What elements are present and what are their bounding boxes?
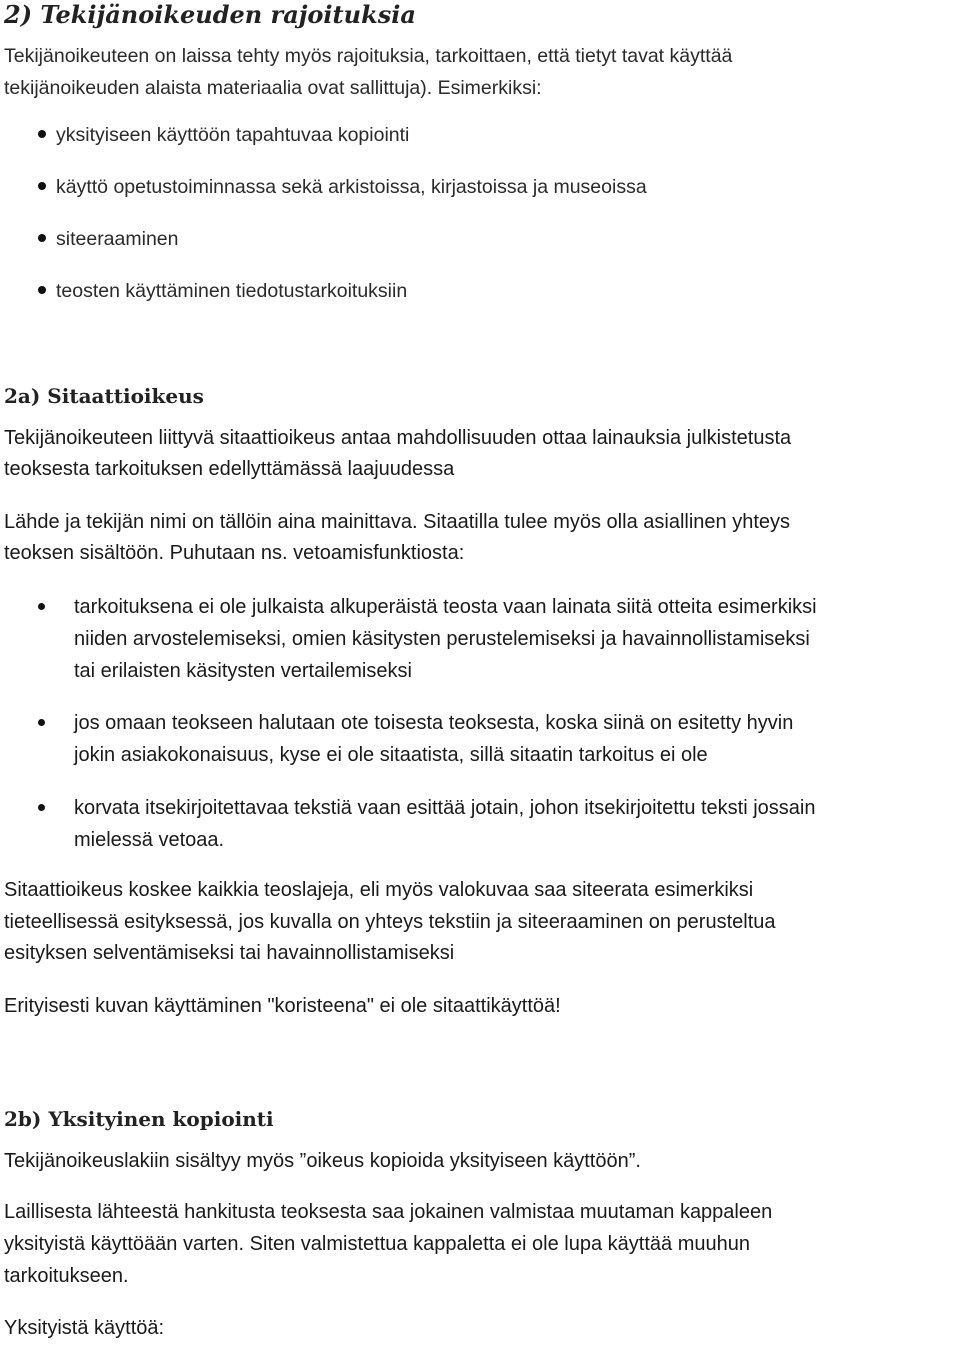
list-item-text: yksityiseen käyttöön tapahtuvaa kopiointi — [56, 124, 410, 146]
bullet-icon — [38, 234, 46, 242]
section-2a-p1-line-2: teoksesta tarkoituksen edellyttämässä laajuudessa — [4, 458, 455, 480]
bullet-icon — [38, 719, 45, 726]
section-2a-p2-line-1: Lähde ja tekijän nimi on tällöin aina mainittava. Sitaatilla tulee myös olla asiallinen yhteys — [4, 511, 790, 533]
list-item-line: niiden arvostelemiseksi, omien käsitysten perustelemiseksi ja havainnollistamiseksi — [74, 628, 810, 650]
section-2b-p2-line-2: yksityistä käyttöään varten. Siten valmistettua kappaletta ei ole lupa käyttää muuhun — [4, 1233, 750, 1255]
section-2b-p2-line-1: Laillisesta lähteestä hankitusta teoksesta saa jokainen valmistaa muutaman kappaleen — [4, 1201, 773, 1223]
bullet-icon — [38, 286, 46, 294]
list-item-line: korvata itsekirjoitettavaa tekstiä vaan esittää jotain, johon itsekirjoitettu teksti jossain — [74, 797, 816, 819]
section-2b-p2-line-3: tarkoitukseen. — [4, 1265, 129, 1287]
list-item-line: tarkoituksena ei ole julkaista alkuperäistä teosta vaan lainata siitä otteita esimerkiksi — [74, 596, 817, 618]
list-item-text: käyttö opetustoiminnassa sekä arkistoissa, kirjastoissa ja museoissa — [56, 176, 647, 198]
section-2a-p4: Erityisesti kuvan käyttäminen "koristeena" ei ole sitaattikäyttöä! — [4, 995, 561, 1017]
section-2-intro-line-2: tekijänoikeuden alaista materiaalia ovat sallittuja). Esimerkiksi: — [4, 77, 542, 99]
list-item-line: mielessä vetoaa. — [74, 829, 225, 851]
section-2-heading: 2) Tekijänoikeuden rajoituksia — [4, 0, 416, 29]
section-2b-p1: Tekijänoikeuslakiin sisältyy myös ”oikeus kopioida yksityiseen käyttöön”. — [4, 1150, 641, 1172]
section-2a-p1-line-1: Tekijänoikeuteen liittyvä sitaattioikeus antaa mahdollisuuden ottaa lainauksia julkistetusta — [4, 427, 792, 449]
list-item-line: tai erilaisten käsitysten vertailemiseksi — [74, 660, 412, 682]
section-2b-heading: 2b) Yksityinen kopiointi — [4, 1107, 274, 1131]
list-item — [38, 124, 409, 147]
list-item-text: teosten käyttäminen tiedotustarkoituksiin — [56, 280, 408, 302]
list-item-line: jos omaan teokseen halutaan ote toisesta teoksesta, koska siinä on esitetty hyvin — [74, 712, 794, 734]
list-item-line: jokin asiakokonaisuus, kyse ei ole sitaatista, sillä sitaatin tarkoitus ei ole — [74, 744, 708, 766]
section-2a-p3-line-1: Sitaattioikeus koskee kaikkia teoslajeja, eli myös valokuvaa saa siteerata esimerkiksi — [4, 879, 754, 901]
section-2a-p3-line-3: esityksen selventämiseksi tai havainnollistamiseksi — [4, 942, 455, 964]
list-item-text: siteeraaminen — [56, 228, 179, 250]
list-item — [38, 176, 647, 199]
list-item — [38, 280, 407, 303]
bullet-icon — [38, 804, 45, 811]
bullet-icon — [38, 603, 45, 610]
section-2a-heading: 2a) Sitaattioikeus — [4, 384, 204, 408]
list-item — [38, 228, 178, 251]
section-2-intro-line-1: Tekijänoikeuteen on laissa tehty myös rajoituksia, tarkoittaen, että tietyt tavat käyttää — [4, 45, 733, 67]
section-2a-p2-line-2: teoksen sisältöön. Puhutaan ns. vetoamisfunktiosta: — [4, 542, 465, 564]
bullet-icon — [38, 182, 46, 190]
bullet-icon — [38, 130, 46, 138]
section-2b-p3: Yksityistä käyttöä: — [4, 1317, 165, 1339]
section-2a-p3-line-2: tieteellisessä esityksessä, jos kuvalla on yhteys tekstiin ja siteeraaminen on perusteltua — [4, 911, 776, 933]
